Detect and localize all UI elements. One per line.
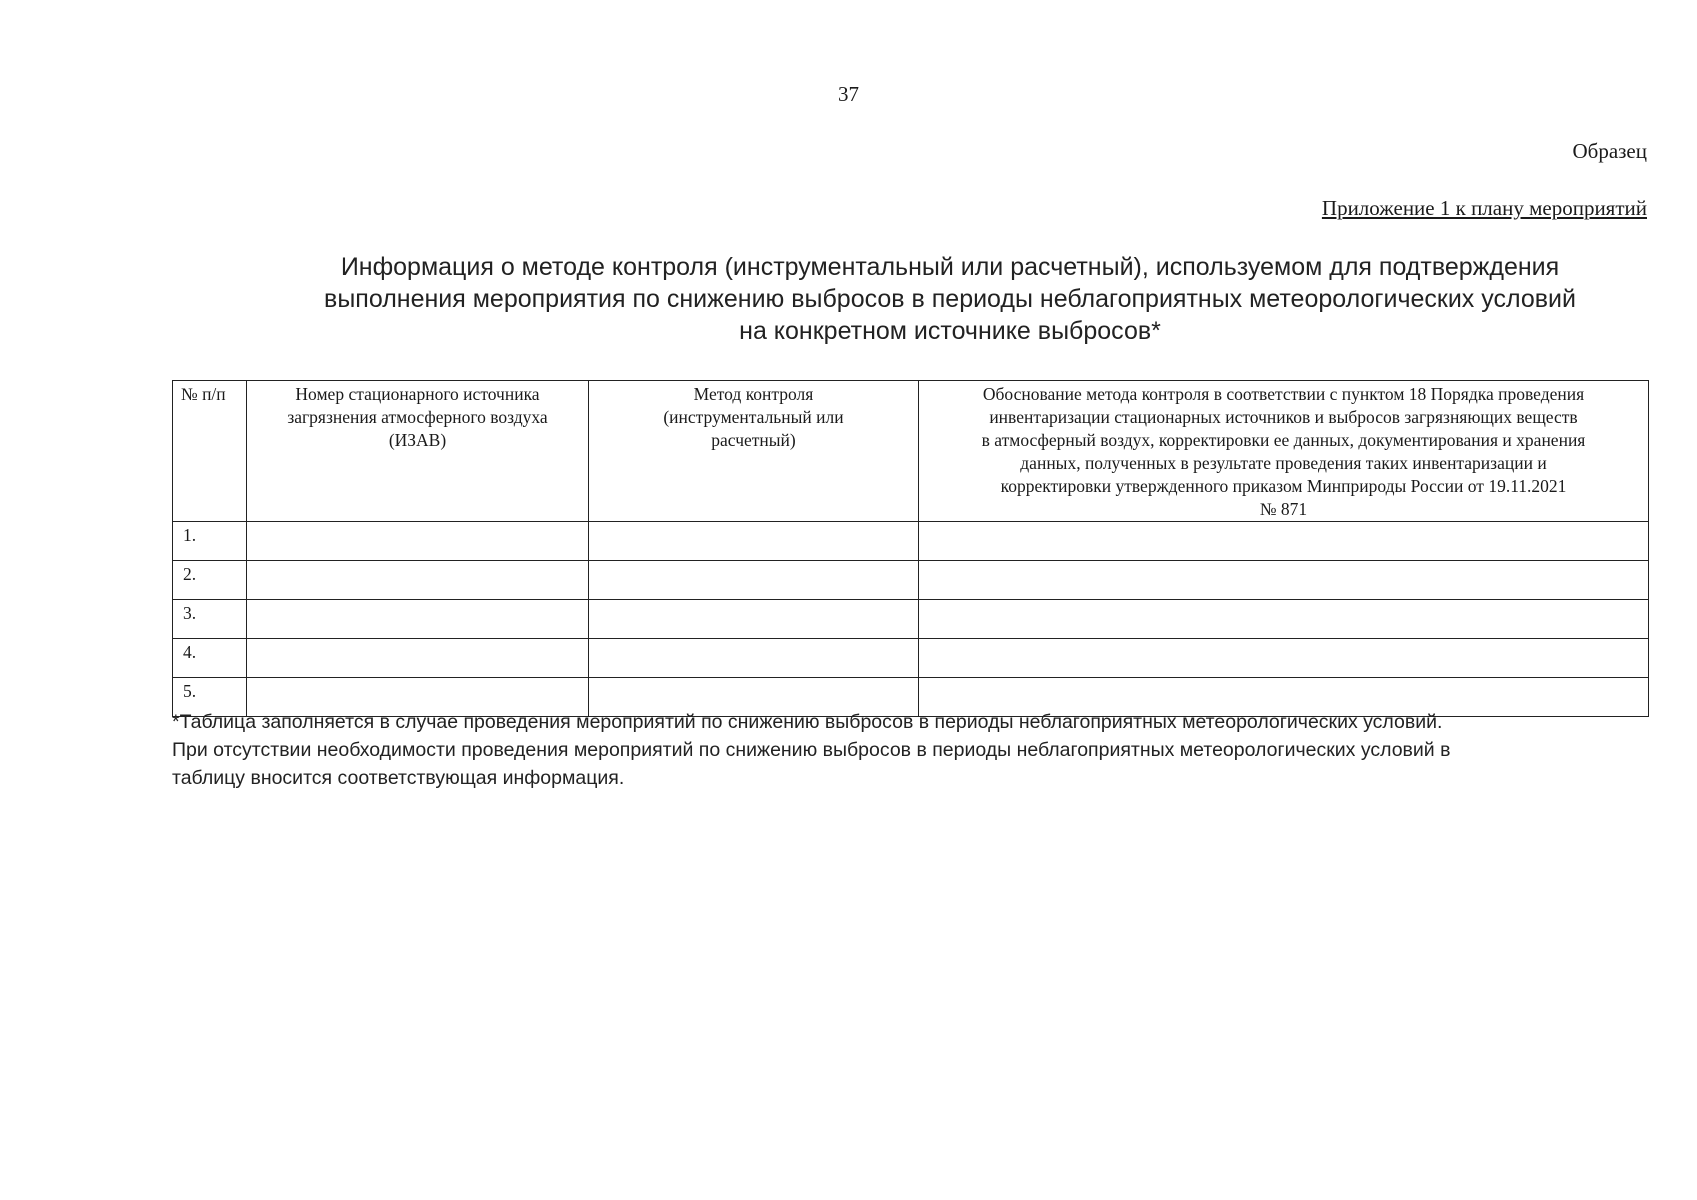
justification-cell [919,639,1649,678]
header-text: инвентаризации стационарных источников и выбросов загрязняющих веществ [989,407,1578,427]
row-number-cell: 3. [173,600,247,639]
source-cell [247,522,589,561]
footnote [172,708,1652,792]
header-text: в атмосферный воздух, корректировки ее данных, документирования и хранения [981,430,1586,450]
justification-cell [919,561,1649,600]
justification-cell [919,600,1649,639]
header-source [247,381,589,522]
row-number-cell: 4. [173,639,247,678]
title-line: выполнения мероприятия по снижению выбросов в периоды неблагоприятных метеорологических условий [324,285,1576,313]
row-number-cell: 1. [173,522,247,561]
title-line: Информация о методе контроля (инструментальный или расчетный), используемом для подтверждения [340,253,1560,281]
table-row [173,561,1649,600]
header-justification [919,381,1649,522]
header-text: Номер стационарного источника [295,384,540,404]
header-text: Обоснование метода контроля в соответствии с пунктом 18 Порядка проведения [982,384,1585,404]
footnote-line: При отсутствии необходимости проведения мероприятий по снижению выбросов в периоды неблагоприятных метеорологических условий в [172,739,1451,761]
table-row [173,600,1649,639]
page-number: 37 [838,82,859,106]
source-cell [247,600,589,639]
header-text: (ИЗАВ) [388,430,447,450]
footnote-line: таблицу вносится соответствующая информация. [172,767,625,789]
sample-label: Образец [1572,139,1647,163]
header-text: (инструментальный или [663,407,844,427]
title-line: на конкретном источнике выбросов* [739,317,1161,345]
header-text: расчетный) [711,430,796,450]
method-cell [589,522,919,561]
header-method [589,381,919,522]
method-cell [589,600,919,639]
header-text: данных, полученных в результате проведения таких инвентаризации и [1020,453,1547,473]
row-number-cell: 5. [173,678,247,717]
header-text: № 871 [1259,499,1308,519]
header-number [173,381,247,522]
appendix-label: Приложение 1 к плану мероприятий [1321,196,1647,220]
row-number-cell: 2. [173,561,247,600]
source-cell [247,639,589,678]
document-title [240,251,1660,347]
table-row [173,639,1649,678]
source-cell [247,561,589,600]
header-text: Метод контроля [693,384,814,404]
header-text: корректировки утвержденного приказом Минприроды России от 19.11.2021 [1000,476,1567,496]
header-text: № п/п [181,384,226,404]
header-text: загрязнения атмосферного воздуха [287,407,548,427]
table-header-row [173,381,1649,522]
method-cell [589,639,919,678]
method-cell [589,561,919,600]
control-method-table [172,380,1649,717]
footnote-line: *Таблица заполняется в случае проведения мероприятий по снижению выбросов в периоды неблагоприятных метеорологических условий. [172,711,1443,733]
table-row [173,522,1649,561]
justification-cell [919,522,1649,561]
